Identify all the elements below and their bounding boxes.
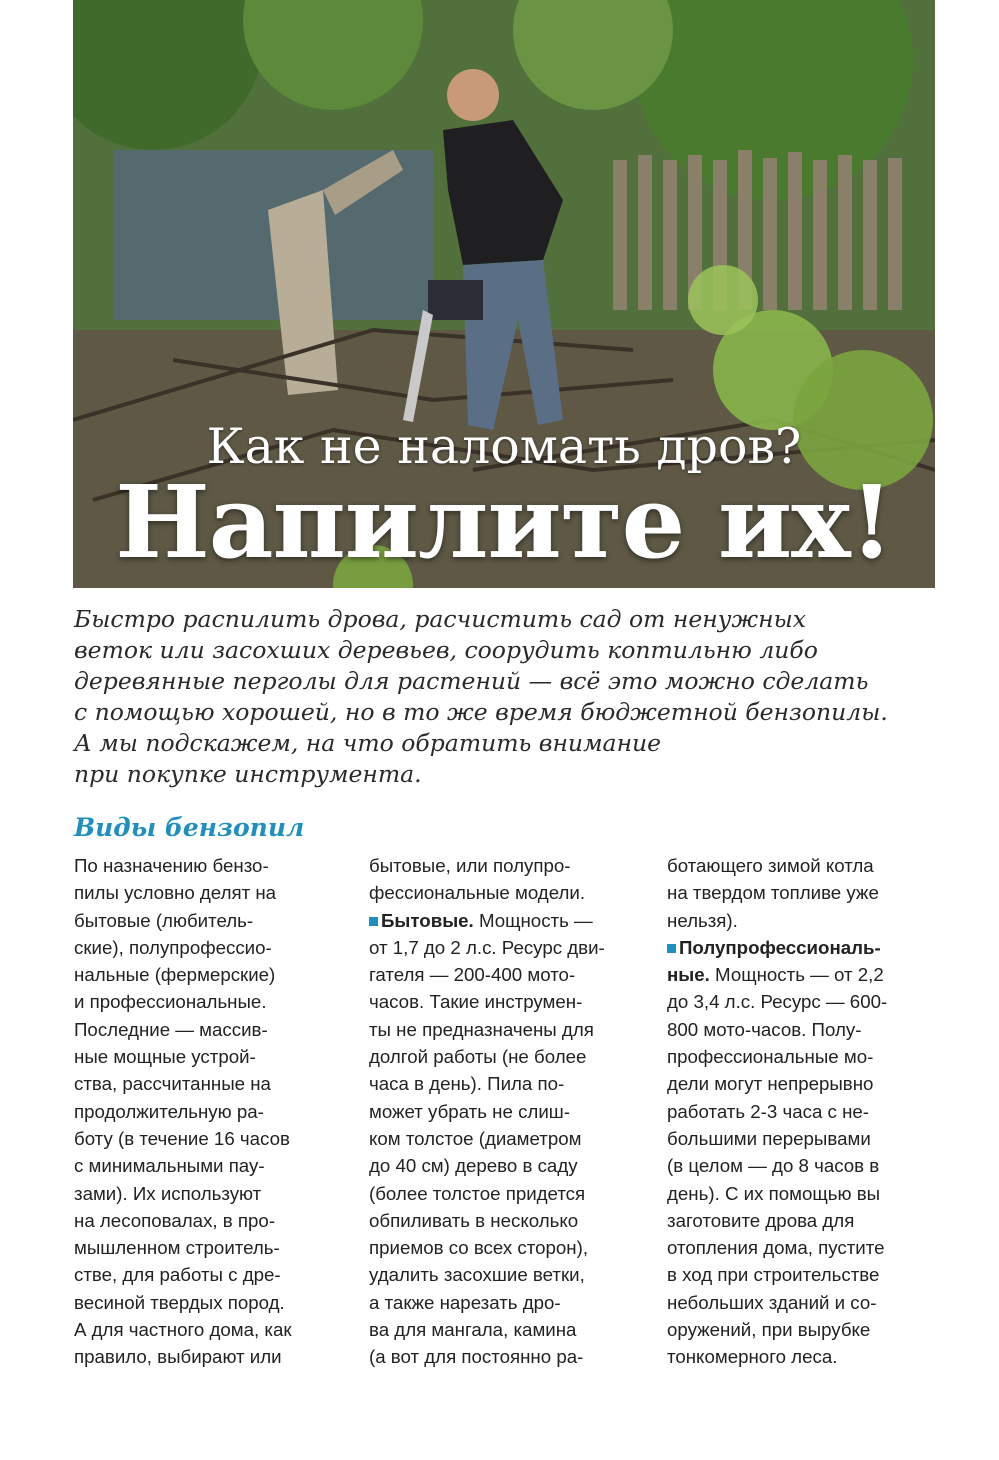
text-line: до 40 см) дерево в саду <box>369 1155 578 1177</box>
text-line: заготовите дрова для <box>667 1209 855 1231</box>
bullet-square-icon <box>369 917 378 926</box>
text-line: и профессиональные. <box>74 991 267 1013</box>
term-text: Мощность — <box>473 909 593 931</box>
term-bytovye: Бытовые. <box>381 909 474 931</box>
text-line: от 1,7 до 2 л.с. Ресурс дви- <box>369 936 605 958</box>
text-line: 800 мото-часов. Полу- <box>667 1018 862 1040</box>
text-line: часов. Такие инструмен- <box>369 991 583 1013</box>
lead-line: веток или засохших деревьев, соорудить коптильню либо <box>74 636 818 664</box>
text-line: бытовые (любитель- <box>74 909 254 931</box>
term-poluprof: Полупрофессиональ- <box>679 936 881 958</box>
text-line: весиной твердых пород. <box>74 1291 285 1313</box>
text-line: правило, выбирают или <box>74 1346 282 1368</box>
text-line: ты не предназначены для <box>369 1018 594 1040</box>
text-line: ва для мангала, камина <box>369 1319 577 1341</box>
text-line: профессиональные мо- <box>667 1046 874 1068</box>
subheading-line <box>369 907 641 934</box>
text-line: до 3,4 л.с. Ресурс — 600- <box>667 991 888 1013</box>
text-line: ские), полупрофессио- <box>74 936 272 958</box>
text-line: большими перерывами <box>667 1127 871 1149</box>
hero-photo <box>73 0 935 588</box>
lead-line: А мы подскажем, на что обратить внимание <box>74 729 662 757</box>
text-column-2 <box>369 852 641 1371</box>
text-line: стве, для работы с дре- <box>74 1264 281 1286</box>
text-line: работать 2-3 часа с не- <box>667 1100 870 1122</box>
text-line: с минимальными пау- <box>74 1155 265 1177</box>
lead-line: при покупке инструмента. <box>74 760 422 788</box>
lead-line: деревянные перголы для растений — всё это можно сделать <box>74 667 869 695</box>
text-line: в ход при строительстве <box>667 1264 880 1286</box>
headline-kicker: Как не наломать дров? <box>206 418 802 475</box>
text-line: фессиональные модели. <box>369 882 586 904</box>
section-title: Виды бензопил <box>74 813 305 842</box>
text-line: оружений, при вырубке <box>667 1319 871 1341</box>
text-line: ства, рассчитанные на <box>74 1073 271 1095</box>
text-line: дели могут непрерывно <box>667 1073 874 1095</box>
text-line: долгой работы (не более <box>369 1046 587 1068</box>
text-line: (более толстое придется <box>369 1182 586 1204</box>
text-line: (а вот для постоянно ра- <box>369 1346 584 1368</box>
text-line: нельзя). <box>667 909 738 931</box>
text-line: день). С их помощью вы <box>667 1182 881 1204</box>
subheading-line <box>667 934 939 961</box>
text-column-3 <box>667 852 939 1371</box>
text-line: ные мощные устрой- <box>74 1046 256 1068</box>
text-line: может убрать не слиш- <box>369 1100 570 1122</box>
subheading-line <box>667 961 939 988</box>
text-line: удалить засохшие ветки, <box>369 1264 585 1286</box>
text-line: небольших зданий и со- <box>667 1291 877 1313</box>
text-column-1 <box>74 852 346 1371</box>
text-line: бытовые, или полупро- <box>369 855 571 876</box>
text-line: на лесоповалах, в про- <box>74 1209 276 1231</box>
page-title: Напилите их! <box>115 463 893 581</box>
text-line: часа в день). Пила по- <box>369 1073 565 1095</box>
lead-line: Быстро распилить дрова, расчистить сад от ненужных <box>74 605 806 633</box>
text-line: зами). Их используют <box>74 1182 262 1204</box>
text-line: обпиливать в несколько <box>369 1209 579 1231</box>
lead-paragraph <box>74 604 944 790</box>
text-line: Последние — массив- <box>74 1018 268 1040</box>
term-text: Мощность — от 2,2 <box>709 964 884 986</box>
term-poluprof-end: ные. <box>667 964 710 986</box>
text-line: мышленном строитель- <box>74 1237 280 1259</box>
text-line: тонкомерного леса. <box>667 1346 838 1368</box>
text-line: ком толстое (диаметром <box>369 1127 582 1149</box>
text-line: на твердом топливе уже <box>667 882 879 904</box>
text-line: По назначению бензо- <box>74 855 269 876</box>
text-line: отопления дома, пустите <box>667 1237 885 1259</box>
text-line: гателя — 200-400 мото- <box>369 964 576 986</box>
bullet-square-icon <box>667 944 676 953</box>
lead-line: с помощью хорошей, но в то же время бюджетной бензопилы. <box>74 698 888 726</box>
text-line: пилы условно делят на <box>74 882 277 904</box>
text-line: боту (в течение 16 часов <box>74 1127 290 1149</box>
text-line: нальные (фермерские) <box>74 964 276 986</box>
text-line: (в целом — до 8 часов в <box>667 1155 880 1177</box>
text-line: продолжительную ра- <box>74 1100 264 1122</box>
text-line: а также нарезать дро- <box>369 1291 561 1313</box>
text-line: А для частного дома, как <box>74 1319 292 1341</box>
text-line: приемов со всех сторон), <box>369 1237 589 1259</box>
text-line: ботающего зимой котла <box>667 855 874 876</box>
